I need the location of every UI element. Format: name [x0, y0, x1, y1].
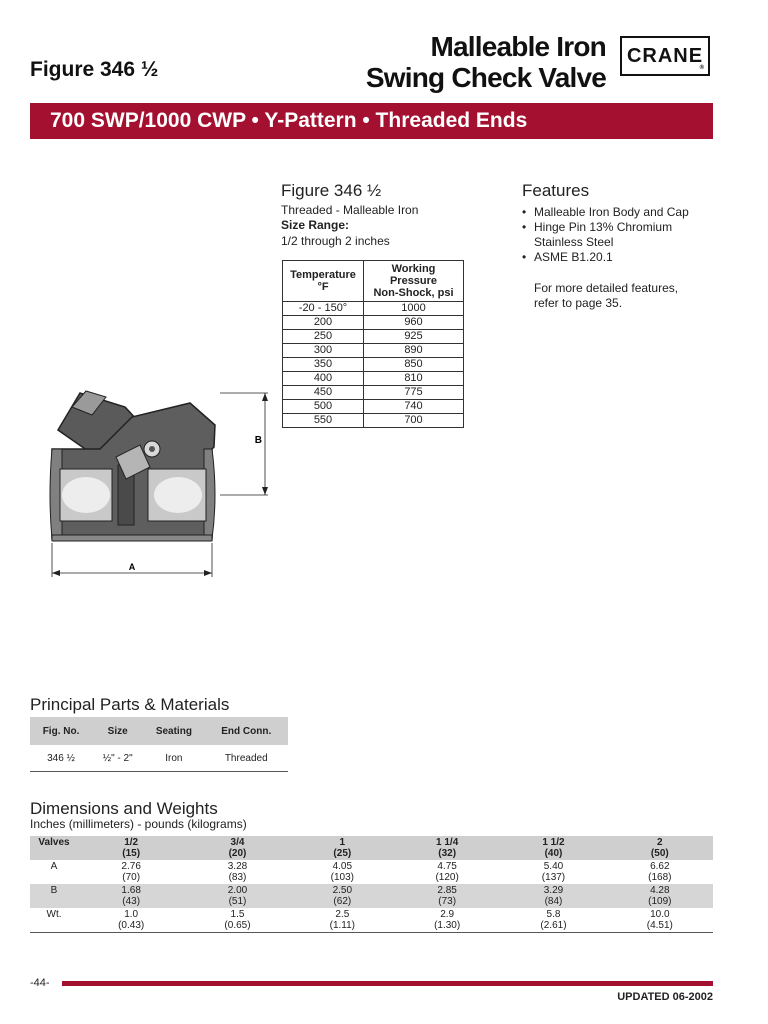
size-inch: 2: [657, 837, 663, 848]
size-col-header: [78, 836, 184, 860]
dimension-cell: [184, 884, 290, 908]
value-in: 2.50: [332, 885, 353, 896]
size-col-header: [500, 836, 606, 860]
value-metric: (120): [435, 872, 459, 883]
value-metric: (51): [228, 896, 247, 907]
dimension-cell: [394, 884, 500, 908]
fig-no-cell: 346 ½: [30, 745, 92, 772]
value-metric: (0.65): [224, 920, 251, 931]
figure-info-title: Figure 346 ½: [281, 181, 382, 200]
dimension-cell: [394, 860, 500, 884]
size-mm: (25): [333, 848, 352, 859]
value-in: 1.5: [230, 909, 245, 920]
features-section: [522, 181, 722, 311]
dimension-b-label: B: [254, 435, 262, 446]
table-row: [30, 745, 288, 772]
temperature-cell: 200: [283, 316, 364, 330]
size-mm: (20): [228, 848, 247, 859]
dimensions-title: Dimensions and Weights: [30, 799, 218, 818]
feature-item: • Hinge Pin 13% Chromium Stainless Steel: [522, 220, 699, 250]
size-inch: 1 1/4: [436, 837, 459, 848]
value-metric: (109): [648, 896, 672, 907]
dimension-cell: [607, 884, 713, 908]
features-list: [522, 205, 722, 265]
size-col-header: [291, 836, 394, 860]
table-row: [283, 316, 464, 330]
value-in: 3.29: [543, 885, 564, 896]
dimension-cell: [184, 860, 290, 884]
value-metric: (62): [333, 896, 352, 907]
features-title: Features: [522, 181, 590, 200]
value-metric: (83): [228, 872, 247, 883]
registered-mark: ®: [699, 65, 704, 71]
table-row: [283, 372, 464, 386]
size-col-header: [394, 836, 500, 860]
end-conn-cell: Threaded: [204, 745, 288, 772]
end-conn-header: End Conn.: [204, 717, 288, 745]
size-inch: 1/2: [124, 837, 139, 848]
valves-header: Valves: [30, 836, 78, 860]
pressure-table: [282, 260, 464, 428]
dimension-cell: [500, 884, 606, 908]
value-in: 4.28: [650, 885, 670, 896]
size-inch: 3/4: [230, 837, 245, 848]
size-range-label: Size Range:: [281, 218, 350, 232]
pressure-cell: 700: [364, 414, 464, 428]
dimension-cell: [78, 860, 184, 884]
value-in: 10.0: [650, 909, 670, 920]
value-metric: (43): [122, 896, 141, 907]
value-in: 2.9: [440, 909, 455, 920]
table-row: [30, 860, 713, 884]
temperature-cell: 300: [283, 344, 364, 358]
dimension-cell: [291, 908, 394, 933]
table-row: [30, 908, 713, 933]
value-in: 4.05: [332, 861, 353, 872]
temperature-header: Temperature °F: [283, 261, 364, 302]
pressure-cell: 740: [364, 400, 464, 414]
title-line-2: Swing Check Valve: [365, 62, 606, 93]
table-row: [283, 414, 464, 428]
size-col-header: [184, 836, 290, 860]
size-inch: 1: [339, 837, 346, 848]
principal-parts-title: Principal Parts & Materials: [30, 695, 230, 714]
size-cell: ½" - 2": [92, 745, 143, 772]
value-in: 3.28: [227, 861, 248, 872]
value-in: 2.00: [227, 885, 248, 896]
figure-info-subtitle: Threaded - Malleable Iron: [281, 203, 419, 217]
table-row: [283, 400, 464, 414]
table-row: [283, 358, 464, 372]
temperature-cell: 400: [283, 372, 364, 386]
value-in: 4.75: [437, 861, 457, 872]
value-in: 6.62: [650, 861, 670, 872]
temperature-cell: 550: [283, 414, 364, 428]
dimension-cell: [78, 884, 184, 908]
feature-item: • Malleable Iron Body and Cap: [522, 205, 722, 220]
title-line-1: Malleable Iron: [430, 31, 606, 62]
dimensions-subtitle: Inches (millimeters) - pounds (kilograms): [30, 817, 247, 831]
value-metric: (1.30): [434, 920, 461, 931]
dimension-cell: [291, 884, 394, 908]
pressure-cell: 1000: [364, 302, 464, 316]
dimension-cell: [78, 908, 184, 933]
size-col-header: [607, 836, 713, 860]
pressure-header: Working Pressure Non-Shock, psi: [364, 261, 464, 302]
dimension-a-label: A: [128, 562, 136, 572]
pressure-cell: 810: [364, 372, 464, 386]
value-in: 2.85: [437, 885, 457, 896]
dimension-cell: [394, 908, 500, 933]
pressure-cell: 925: [364, 330, 464, 344]
fig-no-header: Fig. No.: [30, 717, 92, 745]
value-in: 2.76: [121, 861, 141, 872]
dimension-cell: [184, 908, 290, 933]
temperature-cell: -20 - 150°: [283, 302, 364, 316]
dimension-cell: [291, 860, 394, 884]
dimension-cell: [500, 908, 606, 933]
footer-rule: [62, 981, 713, 986]
row-label: Wt.: [30, 908, 78, 933]
temperature-cell: 350: [283, 358, 364, 372]
dimension-cell: [607, 908, 713, 933]
pressure-cell: 850: [364, 358, 464, 372]
value-in: 5.8: [546, 909, 561, 920]
size-mm: (15): [122, 848, 141, 859]
size-mm: (50): [650, 848, 669, 859]
value-metric: (70): [122, 872, 141, 883]
temperature-cell: 250: [283, 330, 364, 344]
crane-logo-text: CRANE: [626, 44, 704, 67]
value-metric: (168): [648, 872, 672, 883]
size-mm: (40): [544, 848, 563, 859]
value-in: 1.68: [121, 885, 141, 896]
value-in: 2.5: [335, 909, 350, 920]
product-banner: 700 SWP/1000 CWP • Y-Pattern • Threaded Ends: [30, 103, 713, 139]
dimensions-table: [30, 836, 713, 933]
principal-parts-table: [30, 717, 288, 772]
figure-heading: Figure 346 ½: [30, 58, 159, 81]
crane-logo: [620, 36, 710, 76]
features-note: For more detailed features, refer to page 35.: [534, 281, 679, 310]
size-inch: 1 1/2: [542, 837, 565, 848]
feature-item: • ASME B1.20.1: [522, 250, 722, 265]
value-metric: (103): [330, 872, 354, 883]
valve-cross-section-drawing: [40, 385, 280, 585]
page-number: -44-: [30, 977, 50, 989]
table-row: [283, 330, 464, 344]
table-row: [283, 386, 464, 400]
temperature-cell: 500: [283, 400, 364, 414]
value-metric: (4.51): [646, 920, 673, 931]
pressure-cell: 775: [364, 386, 464, 400]
table-row: [30, 884, 713, 908]
value-metric: (84): [544, 896, 563, 907]
seating-cell: Iron: [143, 745, 204, 772]
value-in: 5.40: [543, 861, 564, 872]
row-label: A: [50, 861, 58, 872]
value-in: 1.0: [124, 909, 139, 920]
value-metric: (1.11): [329, 920, 356, 931]
value-metric: (137): [541, 872, 566, 883]
value-metric: (2.61): [540, 920, 567, 931]
value-metric: (73): [438, 896, 457, 907]
size-mm: (32): [438, 848, 457, 859]
pressure-cell: 960: [364, 316, 464, 330]
dimension-cell: [500, 860, 606, 884]
value-metric: (0.43): [118, 920, 145, 931]
table-row: [283, 344, 464, 358]
pressure-cell: 890: [364, 344, 464, 358]
table-row: [283, 302, 464, 316]
size-header: Size: [92, 717, 143, 745]
temperature-cell: 450: [283, 386, 364, 400]
seating-header: Seating: [143, 717, 204, 745]
size-range-value: 1/2 through 2 inches: [281, 234, 390, 248]
row-label: B: [30, 884, 78, 908]
updated-date: UPDATED 06-2002: [617, 991, 713, 1003]
dimension-cell: [607, 860, 713, 884]
